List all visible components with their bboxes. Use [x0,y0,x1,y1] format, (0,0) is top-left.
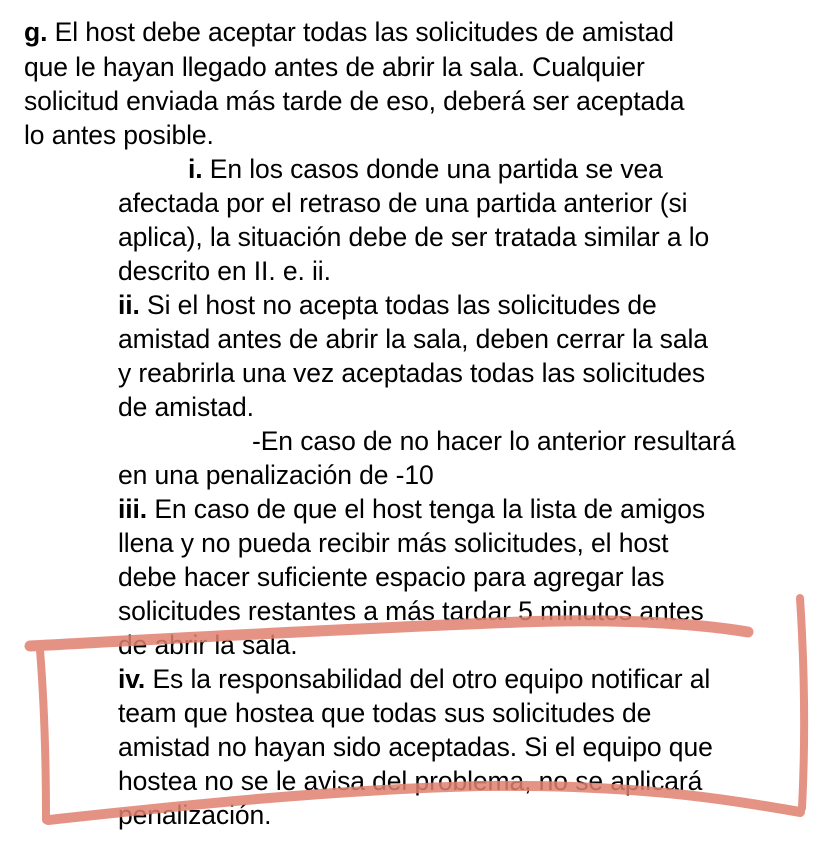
item-iii-line-1 [118,492,705,526]
section-g-line-3: solicitud enviada más tarde de eso, deberá ser aceptada [24,86,685,116]
item-i-line-4: descrito en II. e. ii. [118,256,331,286]
item-ii-line-1 [118,288,657,322]
item-iv-text-1: Es la responsabilidad del otro equipo notificar al [145,664,711,694]
item-iii-line-4: solicitudes restantes a más tardar 5 minutos antes [118,596,704,626]
item-i-label: i. [188,154,203,184]
item-ii-label: ii. [118,290,140,320]
item-i-text-1: En los casos donde una partida se vea [202,154,663,184]
item-ii-line-3: y reabrirla una vez aceptadas todas las solicitudes [118,358,706,388]
item-iii-text-1: En caso de que el host tenga la lista de amigos [147,494,706,524]
item-iii-line-5: de abrir la sala. [118,630,298,660]
item-iv-label: iv. [118,664,146,694]
section-g-line-1 [24,15,674,49]
item-iv-line-5: penalización. [118,800,272,830]
item-ii-text-1: Si el host no acepta todas las solicitudes de [139,290,657,320]
section-g-label: g. [24,17,48,47]
item-ii-line-2: amistad antes de abrir la sala, deben cerrar la sala [118,324,708,354]
item-iv-line-2: team que hostea que todas sus solicitudes de [118,698,652,728]
item-iv-line-3: amistad no hayan sido aceptadas. Si el equipo que [118,732,713,762]
item-iv-line-4: hostea no se le avisa del problema, no se aplicará [118,766,703,796]
penalty-note-line-2: en una penalización de -10 [118,460,434,490]
highlight-left-stroke [40,650,46,820]
item-iii-line-2: llena y no pueda recibir más solicitudes, el host [118,528,669,558]
item-i-line-1 [188,152,663,186]
item-iv-line-1 [118,662,710,696]
section-g-line-4: lo antes posible. [24,120,214,150]
penalty-note-line-1: -En caso de no hacer lo anterior resultará [252,426,736,456]
item-i-line-2: afectada por el retraso de una partida anterior (si [118,188,688,218]
section-g-text-1: El host debe aceptar todas las solicitudes de amistad [47,17,674,47]
item-iii-label: iii. [118,494,148,524]
item-iii-line-3: debe hacer suficiente espacio para agregar las [118,562,665,592]
item-ii-line-4: de amistad. [118,392,254,422]
section-g-line-2: que le hayan llegado antes de abrir la sala. Cualquier [24,52,645,82]
highlight-right-stroke [800,598,804,808]
item-i-line-3: aplica), la situación debe de ser tratada similar a lo [118,222,710,252]
